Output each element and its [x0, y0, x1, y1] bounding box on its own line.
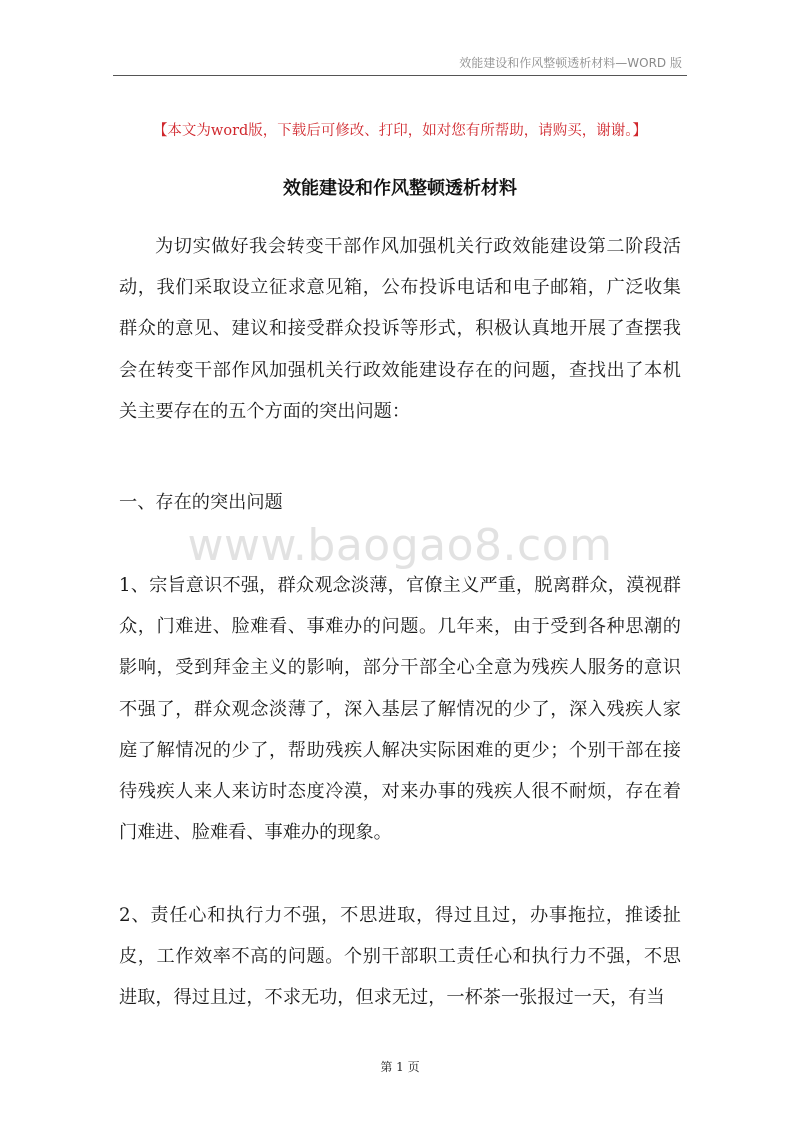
intro-paragraph: 为切实做好我会转变干部作风加强机关行政效能建设第二阶段活动，我们采取设立征求意见箱，公布投诉电话和电子邮箱，广泛收集群众的意见、建议和接受群众投诉等形式，积极认真地开展了查摆我会在转变干部作风加强机关行政效能建设存在的问题，查找出了本机关主要存在的五个方面的突出问题：	[119, 236, 681, 422]
point-1-paragraph: 1、宗旨意识不强，群众观念淡薄，官僚主义严重，脱离群众，漠视群众，门难进、脸难看、事难办的问题。几年来，由于受到各种思潮的影响，受到拜金主义的影响，部分干部全心全意为残疾人服务的意识不强了，群众观念淡薄了，深入基层了解情况的少了，深入残疾人家庭了解情况的少了，帮助残疾人解决实际困难的更少；个别干部在接待残疾人来人来访时态度冷漠，对来办事的残疾人很不耐烦，存在着门难进、脸难看、事难办的现象。	[119, 575, 681, 844]
section-heading: 一、存在的突出问题	[119, 492, 283, 513]
purchase-notice: 【本文为word版，下载后可修改、打印，如对您有所帮助，请购买，谢谢。】	[152, 123, 648, 139]
point-2-paragraph: 2、责任心和执行力不强，不思进取，得过且过，办事拖拉，推诿扯皮，工作效率不高的问题。个别干部职工责任心和执行力不强，不思进取，得过且过，不求无功，但求无过，一杯茶一张报过一天，有当	[119, 905, 681, 1009]
header-title: 效能建设和作风整顿透析材料—WORD 版	[459, 56, 682, 70]
header-divider	[113, 75, 687, 76]
watermark: www.baogao8.com	[187, 520, 613, 571]
document-title: 效能建设和作风整顿透析材料	[283, 178, 517, 199]
page-number: 第 1 页	[380, 1060, 420, 1074]
